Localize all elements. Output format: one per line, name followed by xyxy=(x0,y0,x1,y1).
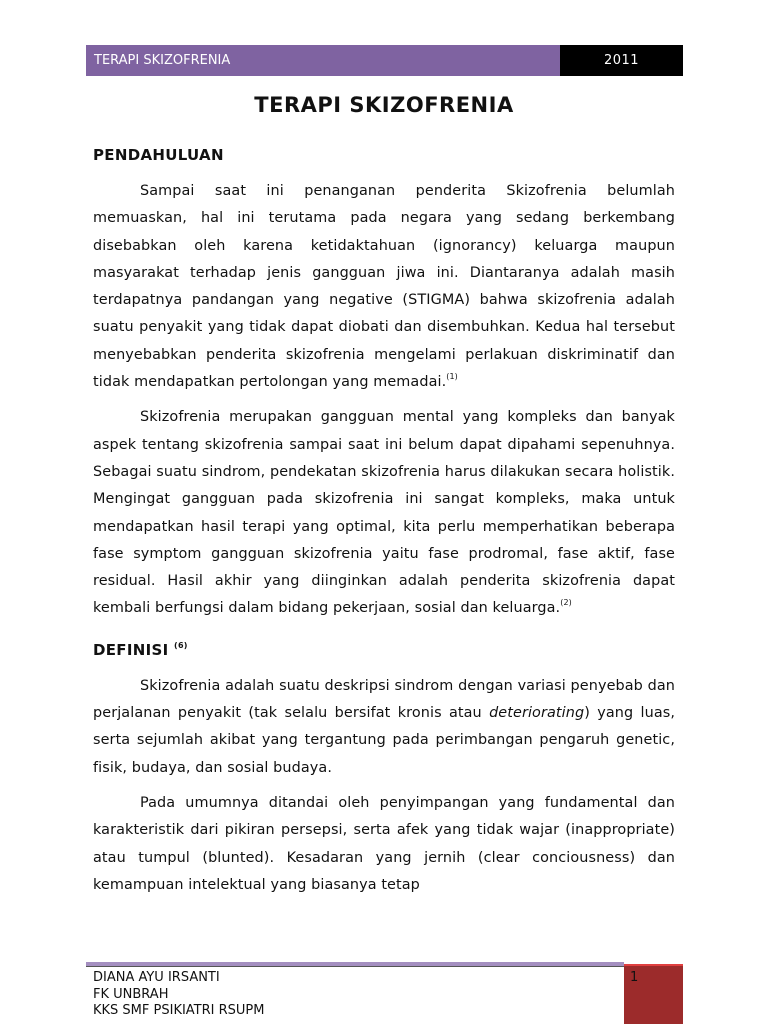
italic-term: deteriorating xyxy=(489,705,585,722)
paragraph-intro-1: Sampai saat ini penanganan penderita Skizofrenia belumlah memuaskan, hal ini terutama pada negara yang sedang berkembang disebabkan oleh karena ketidaktahuan (ignorancy) keluarga maupun masyarakat terhadap jenis gangguan jiwa ini. Diantaranya adalah masih terdapatnya pandangan yang negative (STIGMA) bahwa skizofrenia adalah suatu penyakit yang tidak dapat diobati dan disembuhkan. Kedua hal tersebut menyebabkan penderita skizofrenia mengelami perlakuan diskriminatif dan tidak mendapatkan pertolongan yang memadai.$^{(1)}$ xyxy=(93,183,675,391)
paragraph-definition-1: Skizofrenia adalah suatu deskripsi sindrom dengan variasi penyebab dan perjalanan penyakit (tak selalu bersifat kronis atau deteriorating) yang luas, serta sejumlah akibat yang tergantung pada perimbangan pengaruh genetic, fisik, budaya, dan sosial budaya. xyxy=(93,677,676,776)
footnote-ref: (6) xyxy=(173,640,188,650)
paragraph-definition-2: Pada umumnya ditandai oleh penyimpangan yang fundamental dan karakteristik dari pikiran persepsi, serta afek yang tidak wajar (inappropriate) atau tumpul (blunted). Kesadaran yang jernih (clear conciousness) dan kemampuan intelektual yang biasanya tetap xyxy=(93,794,675,893)
document-title: TERAPI SKIZOFRENIA xyxy=(254,93,514,117)
section-heading-definisi: DEFINISI $^{(6)}$ xyxy=(93,640,188,659)
page-number-box xyxy=(624,964,683,1024)
paragraph-intro-2: Skizofrenia merupakan gangguan mental yang kompleks dan banyak aspek tentang skizofrenia sampai saat ini belum dapat dipahami sepenuhnya. Sebagai suatu sindrom, pendekatan skizofrenia harus dilakukan secara holistik. Mengingat gangguan pada skizofrenia ini sangat kompleks, maka untuk mendapatkan hasil terapi yang optimal, kita perlu memperhatikan beberapa fase symptom gangguan skizofrenia yaitu fase prodromal, fase aktif, fase residual. Hasil akhir yang diinginkan adalah penderita skizofrenia dapat kembali berfungsi dalam bidang pekerjaan, sosial dan keluarga.$^{(2)}$ xyxy=(93,409,675,617)
footer-divider-thin xyxy=(86,966,624,967)
running-header xyxy=(86,45,683,76)
page-number: 1 xyxy=(630,970,639,985)
footer-unit: KKS SMF PSIKIATRI RSUPM xyxy=(93,1003,265,1018)
header-year: 2011 xyxy=(560,45,683,76)
footnote-ref: (2) xyxy=(560,598,572,608)
document-body xyxy=(93,140,675,899)
footer-author: DIANA AYU IRSANTI xyxy=(93,970,220,985)
footnote-ref: (1) xyxy=(446,372,458,382)
section-heading-pendahuluan: PENDAHULUAN xyxy=(93,146,224,164)
footer-info xyxy=(93,970,264,1020)
header-title: TERAPI SKIZOFRENIA xyxy=(86,45,560,76)
footer-faculty: FK UNBRAH xyxy=(93,986,169,1002)
